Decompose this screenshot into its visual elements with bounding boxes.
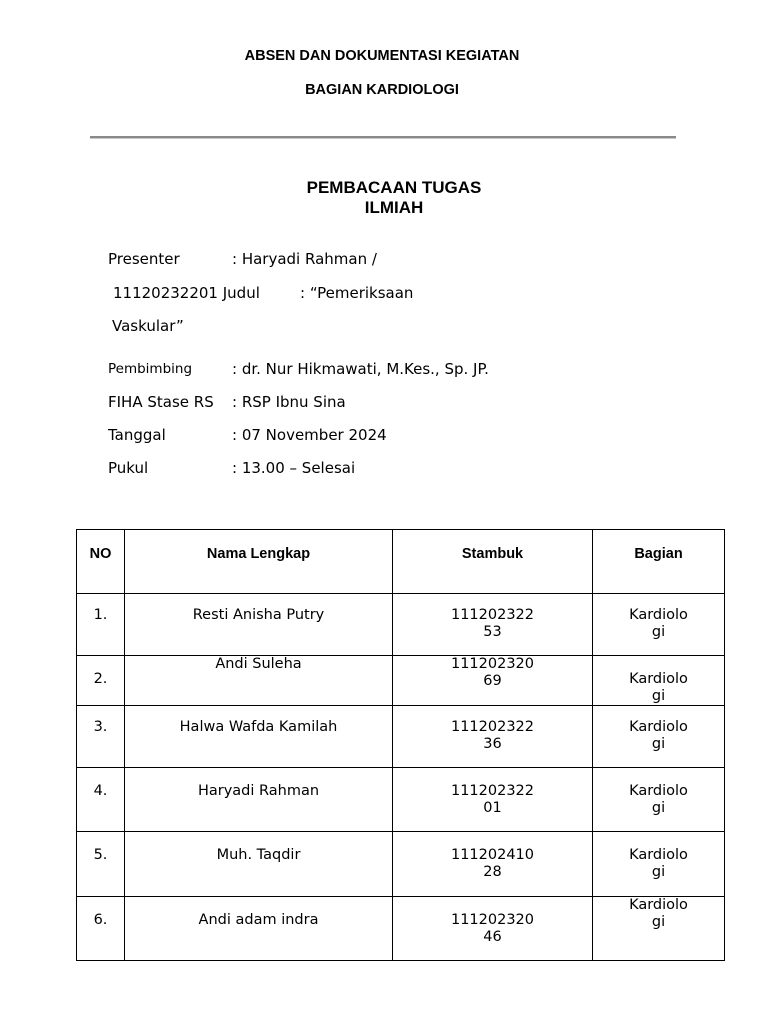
row-bagian: Kardiolo gi [593, 706, 725, 768]
pukul-value: : 13.00 – Selesai [232, 459, 356, 477]
row-stambuk: 111202322 53 [393, 594, 593, 656]
table-row [77, 706, 725, 768]
fiha-label: FIHA Stase RS [108, 393, 214, 411]
stambuk-judul-label: 11120232201 Judul [113, 284, 260, 302]
table-row [77, 656, 725, 706]
pukul-label: Pukul [108, 459, 149, 477]
row-number: 1. [77, 594, 125, 656]
row-bagian: Kardiolo gi [593, 594, 725, 656]
fiha-value: : RSP Ibnu Sina [232, 393, 346, 411]
activity-title-line1: PEMBACAAN TUGAS [306, 178, 482, 197]
document-header-title: ABSEN DAN DOKUMENTASI KEGIATAN [244, 48, 520, 64]
row-stambuk: 111202410 28 [393, 832, 593, 897]
judul-value: : “Pemeriksaan [300, 284, 414, 302]
table-row [77, 832, 725, 897]
tanggal-value: : 07 November 2024 [232, 426, 387, 444]
table-row [77, 594, 725, 656]
row-bagian: Kardiolo gi [593, 768, 725, 832]
row-stambuk: 111202320 69 [393, 656, 593, 706]
table-header-row [77, 530, 725, 594]
row-nama: Muh. Taqdir [125, 832, 393, 897]
row-nama: Halwa Wafda Kamilah [125, 706, 393, 768]
row-number: 3. [77, 706, 125, 768]
table-row [77, 768, 725, 832]
row-stambuk: 111202322 01 [393, 768, 593, 832]
row-nama: Haryadi Rahman [125, 768, 393, 832]
pembimbing-label: Pembimbing [108, 361, 193, 377]
header-divider [90, 136, 676, 139]
row-bagian: Kardiolo gi [593, 656, 725, 706]
row-nama: Andi Suleha [125, 656, 393, 706]
presenter-label: Presenter [108, 250, 180, 268]
column-header-stambuk: Stambuk [393, 530, 593, 594]
document-header-subtitle: BAGIAN KARDIOLOGI [305, 82, 459, 98]
row-bagian: Kardiolo gi [593, 897, 725, 961]
row-nama: Andi adam indra [125, 897, 393, 961]
row-number: 4. [77, 768, 125, 832]
row-number: 6. [77, 897, 125, 961]
pembimbing-value: : dr. Nur Hikmawati, M.Kes., Sp. JP. [232, 360, 489, 378]
table-row [77, 897, 725, 961]
activity-title-line2: ILMIAH [364, 198, 424, 217]
row-number: 2. [77, 656, 125, 706]
column-header-bagian: Bagian [593, 530, 725, 594]
row-number: 5. [77, 832, 125, 897]
column-header-no: NO [77, 530, 125, 594]
column-header-nama: Nama Lengkap [125, 530, 393, 594]
attendance-table [76, 529, 725, 961]
judul-value-continued: Vaskular” [112, 317, 184, 335]
tanggal-label: Tanggal [108, 426, 166, 444]
presenter-value: : Haryadi Rahman / [232, 250, 377, 268]
row-stambuk: 111202322 36 [393, 706, 593, 768]
row-stambuk: 111202320 46 [393, 897, 593, 961]
row-bagian: Kardiolo gi [593, 832, 725, 897]
row-nama: Resti Anisha Putry [125, 594, 393, 656]
